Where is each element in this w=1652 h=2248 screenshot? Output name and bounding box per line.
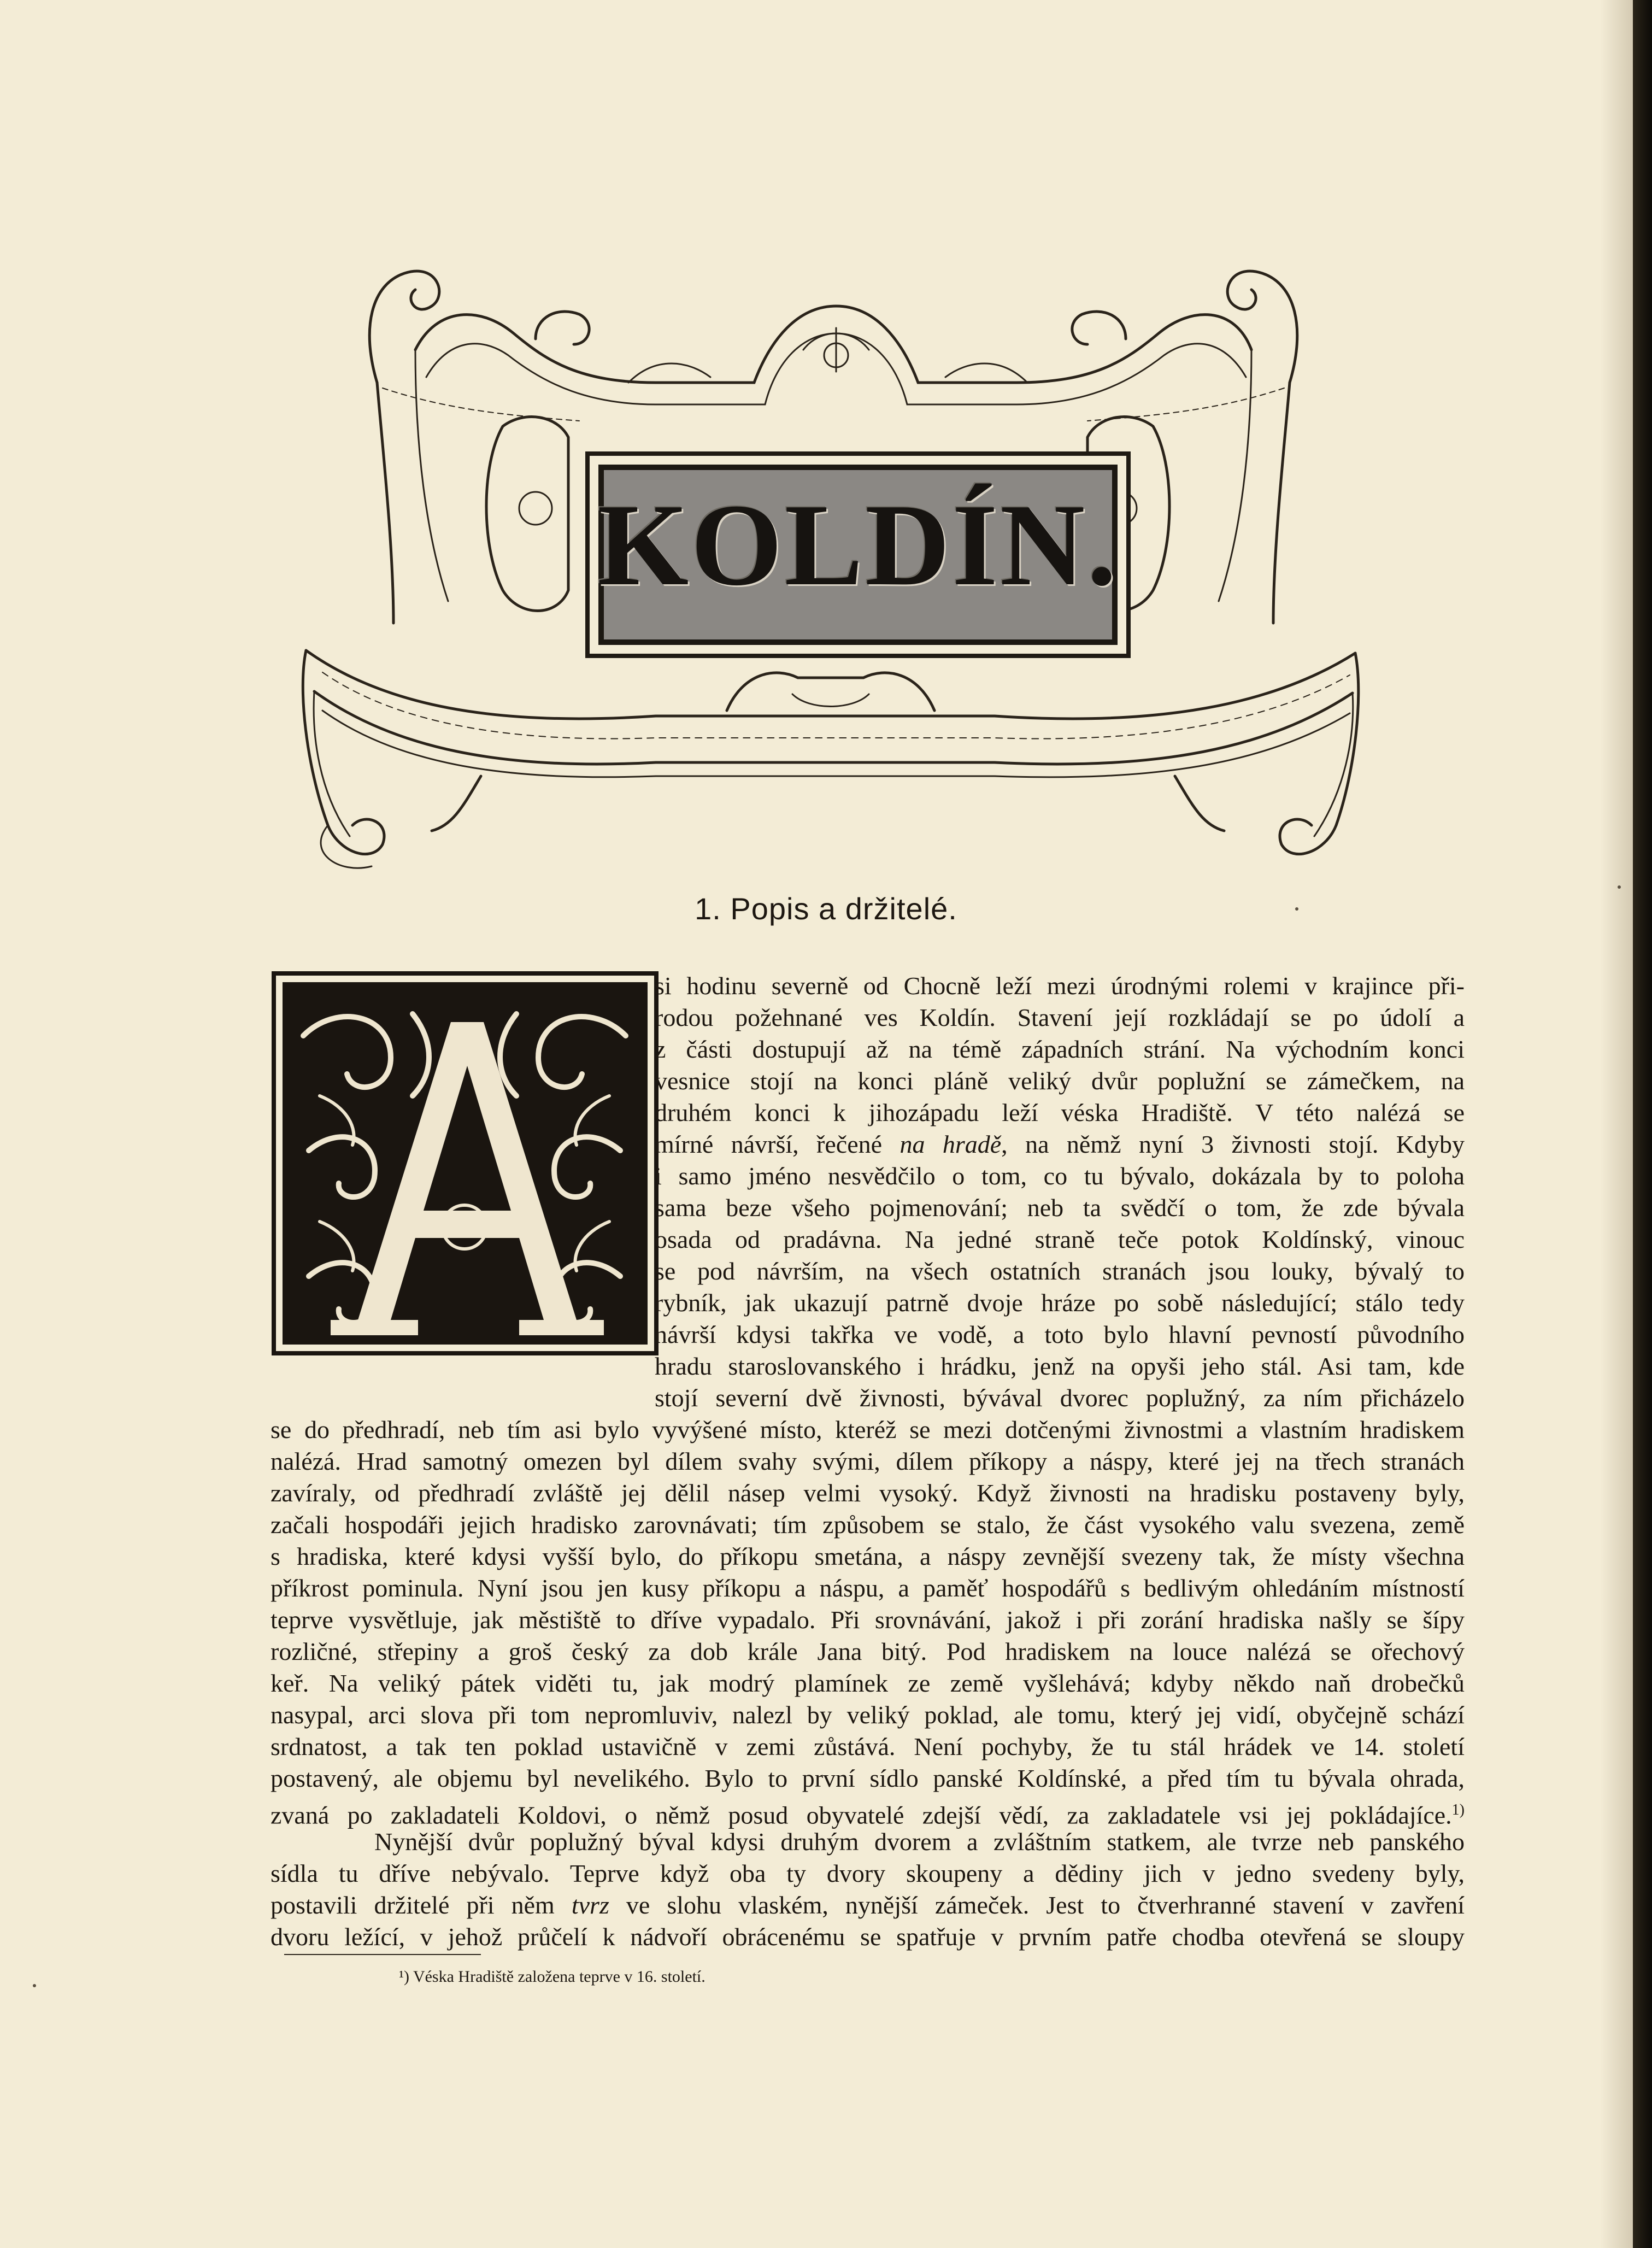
footnote: ¹) Véska Hradiště založena teprve v 16. století. [399, 1968, 706, 1986]
decorated-initial-a [271, 970, 660, 1357]
body-line: hradu staroslovanského i hrádku, jenž na opyši jeho stál. Asi tam, kde [655, 1352, 1465, 1380]
body-line: sídla tu dříve nebývalo. Teprve když oba ty dvory skoupeny a dědiny jich v jedno svedeny byly, [271, 1859, 1465, 1887]
section-heading: 1. Popis a držitelé. [695, 891, 957, 926]
body-line: sama beze všeho pojmenování; neb ta svědčí o tom, že zde bývala [655, 1194, 1465, 1222]
body-line: druhém konci k jihozápadu leží véska Hradiště. V této nalézá se [655, 1099, 1465, 1126]
body-line: i samo jméno nesvědčilo o tom, co tu bývalo, dokázala by to poloha [655, 1162, 1465, 1190]
body-line: keř. Na veliký pátek viděti tu, jak modrý plamínek ze země vyšlehává; kdyby někdo naň drobečků [271, 1669, 1465, 1697]
footnote-rule [284, 1954, 481, 1955]
body-line: rodou požehnané ves Koldín. Stavení její rozkládají se po údolí a [655, 1003, 1465, 1031]
text-run: ve slohu vlaském, nynější zámeček. Jest to čtverhranné stavení v zavření [609, 1891, 1465, 1919]
text-run: , na němž nyní 3 živnosti stojí. Kdyby [1001, 1130, 1465, 1158]
italic-run: tvrz [571, 1891, 609, 1919]
body-line: rozličné, střepiny a groš český za dob krále Jana bitý. Pod hradiskem na louce nalézá se ořechový [271, 1637, 1465, 1665]
text-run: postavili držitelé při něm [271, 1891, 572, 1919]
body-line: dvoru ležící, v jehož průčelí k nádvoří obrácenému se spatřuje v prvním patře chodba otevřená se sloupy [271, 1923, 1465, 1951]
body-line: teprve vysvětluje, jak městiště to dříve vypadalo. Při srovnávání, jakož i při zorání hradiska našly se šípy [271, 1606, 1465, 1634]
text-run: mírné návrší, řečené [655, 1130, 900, 1158]
body-line: vesnice stojí na konci pláně veliký dvůr poplužní se zámečkem, na [655, 1067, 1465, 1095]
ink-speck [33, 1984, 36, 1987]
text-run: zvaná po zakladateli Koldovi, o němž posud obyvatelé zdejší vědí, za zakladatele vsi jej pokládajíce. [271, 1801, 1452, 1829]
body-line: začali hospodáři jejich hradisko zarovnávati; tím způsobem se stalo, že část vysokého valu svezena, země [271, 1511, 1465, 1539]
body-line: příkrost pominula. Nyní jsou jen kusy příkopu a náspu, a paměť hospodářů s bedlivým ohledáním místností [271, 1574, 1465, 1602]
ornamental-banner [0, 0, 1652, 885]
body-line: se pod návrším, na všech ostatních stranách jsou louky, bývalý to [655, 1257, 1465, 1285]
body-line: se do předhradí, neb tím asi bylo vyvýšené místo, kteréž se mezi dotčenými živnostmi a vlastním hradiskem [271, 1416, 1465, 1443]
body-line: návrší kdysi takřka ve vodě, a toto bylo hlavní pevností původního [655, 1320, 1465, 1348]
body-line: stojí severní dvě živnosti, bývával dvorec poplužný, za ním přicházelo [655, 1384, 1465, 1412]
body-line: Nynější dvůr poplužný býval kdysi druhým dvorem a zvláštním statkem, ale tvrze neb panského [374, 1828, 1465, 1856]
body-line [271, 1889, 1465, 1921]
body-line: nalézá. Hrad samotný omezen byl dílem svahy svými, dílem příkopy a náspy, které jej na třech stranách [271, 1447, 1465, 1475]
body-line: zavíraly, od předhradí zvláště jej dělil násep velmi vysoký. Když živnosti na hradisku postaveny byly, [271, 1479, 1465, 1507]
body-line: si hodinu severně od Chocně leží mezi úrodnými rolemi v krajince při- [655, 972, 1465, 1000]
body-line [271, 1794, 1465, 1829]
body-line: rybník, jak ukazují patrně dvoje hráze po sobě následující; stálo tedy [655, 1289, 1465, 1317]
body-line: s hradiska, které kdysi vyšší bylo, do příkopu smetána, a náspy zevnější svezeny tak, že místy všechna [271, 1542, 1465, 1570]
body-line: osada od pradávna. Na jedné straně teče potok Koldínský, vinouc [655, 1225, 1465, 1253]
body-line: z části dostupují až na témě západních strání. Na východním konci [655, 1035, 1465, 1063]
ink-speck [1618, 885, 1621, 889]
italic-run: na hradě [900, 1130, 1002, 1158]
body-line [655, 1129, 1465, 1160]
body-line: nasypal, arci slova při tom nepromluviv, nalezl by veliký poklad, ale tomu, který jej vidí, obyčejně schází [271, 1701, 1465, 1729]
footnote-marker: 1) [1451, 1801, 1465, 1818]
body-line: srdnatost, a tak ten poklad ustavičně v zemi zůstává. Není pochyby, že tu stál hrádek ve 14. století [271, 1733, 1465, 1760]
body-line: postavený, ale objemu byl nevelikého. Bylo to první sídlo panské Koldínské, a před tím tu bývala ohrada, [271, 1764, 1465, 1792]
banner-title: KOLDÍN. [597, 479, 1119, 610]
